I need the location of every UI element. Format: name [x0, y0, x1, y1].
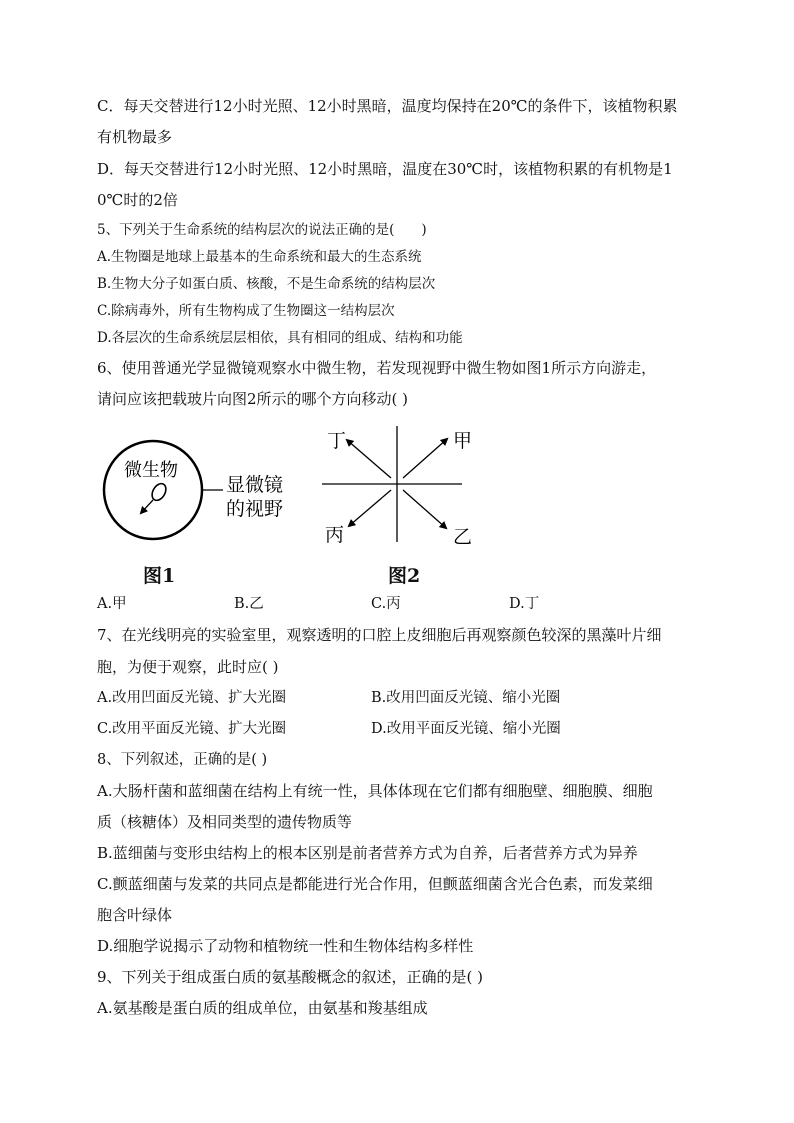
label-yi: 乙	[453, 526, 473, 548]
arrow-yi	[403, 490, 446, 528]
q6-option-b: B.乙	[234, 596, 264, 612]
q5-option-c: C.除病毒外，所有生物构成了生物圈这一结构层次	[97, 303, 395, 319]
q8-option-c-line1: C.颤蓝细菌与发菜的共同点是都能进行光合作用，但颤蓝细菌含光合色素，而发菜细	[97, 875, 653, 893]
q8-option-d: D.细胞学说揭示了动物和植物统一性和生物体结构多样性	[97, 937, 474, 955]
q9-stem: 9、下列关于组成蛋白质的氨基酸概念的叙述，正确的是( )	[97, 968, 484, 986]
q6-figure	[97, 418, 517, 590]
label-jia: 甲	[453, 430, 473, 452]
organism-label: 微生物	[124, 460, 178, 481]
microorganism-direction-arrow	[141, 500, 153, 513]
field-label-line1: 显微镜	[226, 474, 284, 496]
arrow-bing	[349, 490, 391, 526]
q6-option-a: A.甲	[97, 596, 127, 612]
q5-option-a: A.生物圈是地球上最基本的生命系统和最大的生态系统	[97, 249, 422, 265]
q5-option-d: D.各层次的生命系统层层相依，具有相同的组成、结构和功能	[97, 330, 463, 346]
q7-stem-line2: 胞，为便于观察，此时应( )	[97, 658, 279, 676]
q9-option-a: A.氨基酸是蛋白质的组成单位，由氨基和羧基组成	[97, 999, 428, 1017]
q6-option-c: C.丙	[371, 596, 401, 612]
q5-option-b: B.生物大分子如蛋白质、核酸，不是生命系统的结构层次	[97, 276, 436, 292]
q4-option-d-line1: D．每天交替进行12小时光照、12小时黑暗，温度在30℃时，该植物积累的有机物是1	[97, 160, 673, 178]
label-bing: 丙	[325, 524, 345, 546]
q4-option-c-line2: 有机物最多	[97, 128, 173, 146]
arrow-jia	[403, 439, 447, 478]
q4-option-d-line2: 0℃时的2倍	[97, 191, 178, 209]
label-ding: 丁	[327, 430, 347, 452]
arrow-ding	[347, 440, 391, 478]
microorganism-body	[149, 481, 168, 503]
q6-option-d: D.丁	[509, 596, 540, 612]
q6-stem-line1: 6、使用普通光学显微镜观察水中微生物，若发现视野中微生物如图1所示方向游走，	[97, 359, 657, 377]
q6-stem-line2: 请问应该把载玻片向图2所示的哪个方向移动( )	[97, 390, 409, 408]
q8-option-a-line2: 质（核糖体）及相同类型的遗传物质等	[97, 813, 353, 831]
figure2-caption: 图2	[388, 565, 421, 587]
q8-option-c-line2: 胞含叶绿体	[97, 906, 173, 924]
q8-option-a-line1: A.大肠杆菌和蓝细菌在结构上有统一性，具体体现在它们都有细胞壁、细胞膜、细胞	[97, 782, 653, 800]
q5-stem: 5、下列关于生命系统的结构层次的说法正确的是( )	[97, 222, 427, 238]
q7-option-b: B.改用凹面反光镜、缩小光圈	[371, 690, 561, 706]
q7-option-c: C.改用平面反光镜、扩大光圈	[97, 721, 287, 737]
q7-option-d: D.改用平面反光镜、缩小光圈	[371, 721, 561, 737]
figure1-caption: 图1	[143, 565, 176, 587]
q7-option-a: A.改用凹面反光镜、扩大光圈	[97, 690, 287, 706]
field-label-line2: 的视野	[226, 498, 284, 520]
q7-stem-line1: 7、在光线明亮的实验室里，观察透明的口腔上皮细胞后再观察颜色较深的黑藻叶片细	[97, 626, 662, 644]
q8-option-b: B.蓝细菌与变形虫结构上的根本区别是前者营养方式为自养，后者营养方式为异养	[97, 844, 638, 862]
q4-option-c-line1: C．每天交替进行12小时光照、12小时黑暗，温度均保持在20℃的条件下，该植物积累	[97, 97, 678, 115]
q8-stem: 8、下列叙述，正确的是( )	[97, 752, 268, 768]
